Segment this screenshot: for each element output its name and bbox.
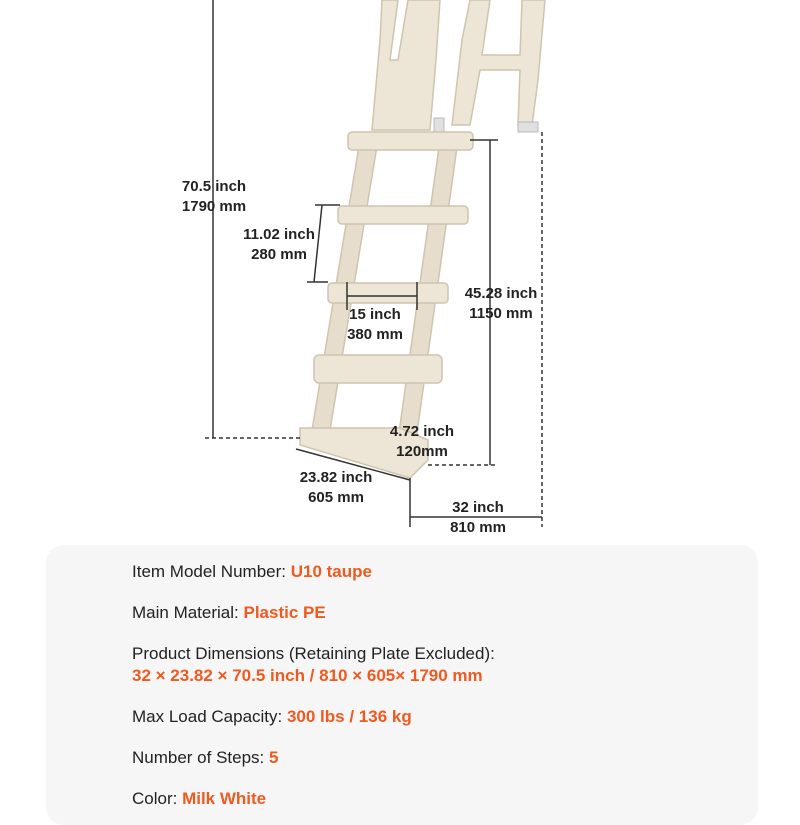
step-3 [328,283,448,303]
spec-model [132,561,372,583]
spec-load-label: Max Load Capacity: [132,707,287,726]
spec-dimensions-label: Product Dimensions (Retaining Plate Excluded): [132,644,495,663]
ladder-height-mm: 1150 mm [469,305,533,322]
base-width-inch: 23.82 inch [299,469,373,486]
spec-material [132,602,326,624]
ladder-height-label [454,284,548,324]
spec-dimensions [132,643,495,687]
step-depth-inch: 4.72 inch [389,423,455,440]
spec-model-label: Item Model Number: [132,562,291,581]
spec-color-label: Color: [132,789,183,808]
base-width-label [286,468,386,508]
step-depth-label [380,422,464,462]
step-2 [338,206,468,224]
step-1 [348,132,473,150]
ladder-rear-frame [372,0,545,130]
spec-dimensions-value: 32 × 23.82 × 70.5 inch / 810 × 605× 1790 mm [132,666,483,685]
spec-load-value: 300 lbs / 136 kg [286,707,412,726]
spec-material-label: Main Material: [132,603,244,622]
step-width-mm: 380 mm [347,326,403,343]
base-depth-inch: 32 inch [452,499,504,516]
spec-color-value: Milk White [182,789,267,808]
overall-height-mm: 1790 mm [181,198,247,215]
spec-color [132,788,266,810]
spec-load [132,706,412,728]
step-spacing-label [235,225,323,265]
spec-model-value: U10 taupe [290,562,372,581]
ladder-height-inch: 45.28 inch [464,285,538,302]
overall-height-label [170,177,258,217]
base-depth-label [438,498,518,538]
step-width-inch: 15 inch [349,306,401,323]
step-4 [314,355,442,383]
spec-steps [132,747,278,769]
step-spacing-mm: 280 mm [251,246,307,263]
base-width-mm: 605 mm [308,489,364,506]
spec-steps-value: 5 [269,748,279,767]
step-spacing-inch: 11.02 inch [243,226,315,243]
spec-material-value: Plastic PE [243,603,326,622]
step-depth-mm: 120mm [396,443,448,460]
overall-height-inch: 70.5 inch [181,178,247,195]
base-depth-mm: 810 mm [450,519,506,536]
spec-steps-label: Number of Steps: [132,748,270,767]
step-width-label [332,305,418,345]
